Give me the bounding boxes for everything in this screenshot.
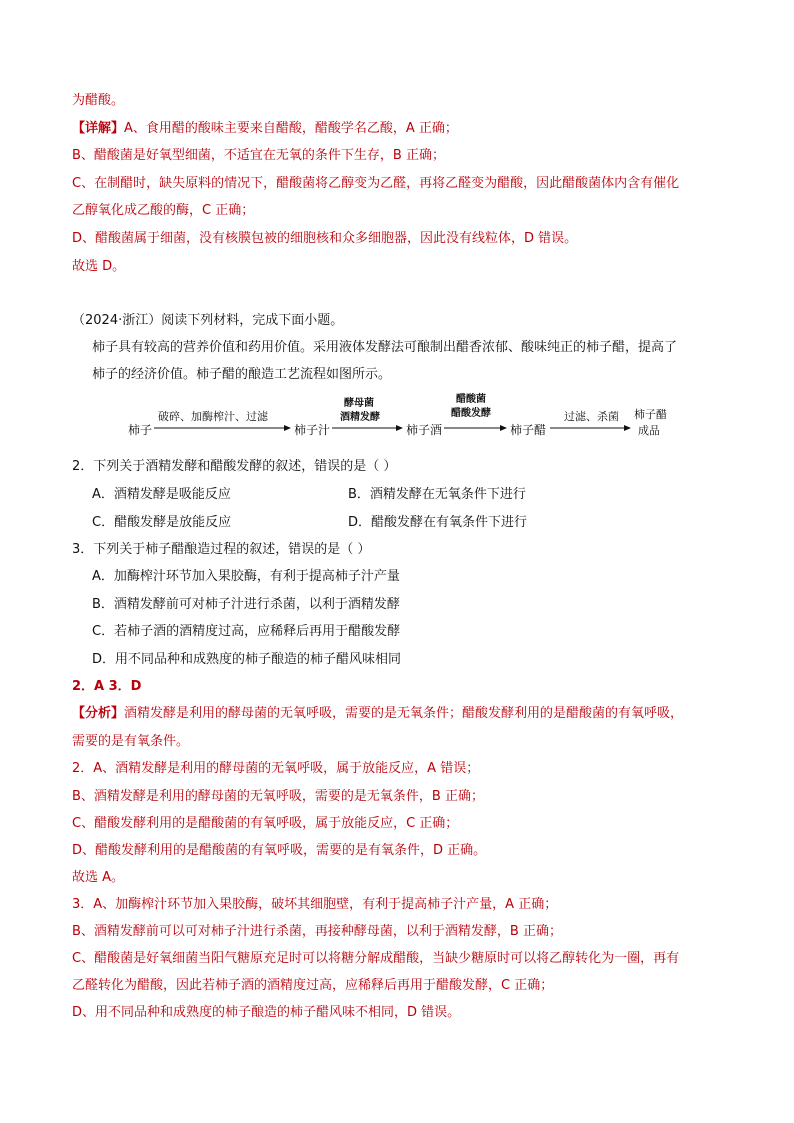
- q2-explanation-b: B、酒精发酵是利用的酵母菌的无氧呼吸，需要的是无氧条件，B 正确；: [72, 789, 484, 804]
- material-paragraph-line-2: 柿子的经济价值。柿子醋的酿造工艺流程如图所示。: [92, 367, 392, 382]
- flow-step-2-label-top: 酵母菌: [344, 398, 374, 409]
- flow-node-product-bottom: 成品: [638, 424, 660, 437]
- explanation-line-1-text: A、食用醋的酸味主要来自醋酸，醋酸学名乙酸，A 正确；: [124, 121, 458, 136]
- q2-explanation-a: 2．A、酒精发酵是利用的酵母菌的无氧呼吸，属于放能反应，A 错误；: [72, 761, 480, 776]
- question-3-option-c: C．若柿子酒的酒精度过高，应稀释后再用于醋酸发酵: [92, 624, 401, 639]
- explanation-line-2: B、醋酸菌是好氧型细菌，不适宜在无氧的条件下生存，B 正确；: [72, 148, 445, 163]
- question-2-option-d: D．醋酸发酵在有氧条件下进行: [348, 515, 528, 530]
- analysis-tag: 【分析】: [72, 706, 125, 721]
- material-intro: （2024·浙江）阅读下列材料，完成下面小题。: [72, 313, 344, 328]
- question-2-option-b: B．酒精发酵在无氧条件下进行: [348, 487, 526, 502]
- explanation-line-4: 乙醇氧化成乙酸的酶，C 正确；: [72, 203, 255, 218]
- question-3-option-a: A．加酶榨汁环节加入果胶酶，有利于提高柿子汁产量: [92, 569, 400, 584]
- material-paragraph-line-1: 柿子具有较高的营养价值和药用价值。采用液体发酵法可酿制出醋香浓郁、酸味纯正的柿子醋，提高了: [92, 340, 678, 355]
- question-2-option-c: C．醋酸发酵是放能反应: [92, 515, 232, 530]
- flow-node-vinegar: 柿子醋: [510, 423, 547, 437]
- question-2-option-a: A．酒精发酵是吸能反应: [92, 487, 231, 502]
- explanation-line-3: C、在制醋时，缺失原料的情况下，醋酸菌将乙醇变为乙醛，再将乙醛变为醋酸，因此醋酸菌体内含有催化: [72, 176, 680, 191]
- question-3-option-b: B．酒精发酵前可对柿子汁进行杀菌，以利于酒精发酵: [92, 597, 400, 612]
- explanation-line-0: 为醋酸。: [72, 93, 125, 108]
- explanation-line-1: [72, 120, 458, 138]
- q3-explanation-b: B、酒精发酵前可以可对柿子汁进行杀菌，再接种酵母菌，以利于酒精发酵，B 正确；: [72, 924, 562, 939]
- analysis-line-2: 需要的是有氧条件。: [72, 734, 190, 749]
- q2-explanation-d: D、醋酸发酵利用的是醋酸菌的有氧呼吸，需要的是有氧条件，D 正确。: [72, 843, 487, 858]
- flow-step-2-label-bottom: 酒精发酵: [340, 412, 380, 423]
- flow-step-1-label: 破碎、加酶榨汁、过滤: [158, 410, 268, 423]
- analysis-line-1: [72, 705, 683, 723]
- answers-line: 2．A 3．D: [72, 679, 142, 694]
- flow-node-product-top: 柿子醋: [634, 408, 667, 421]
- flow-step-3-label-top: 醋酸菌: [456, 394, 486, 405]
- q3-explanation-a: 3．A、加酶榨汁环节加入果胶酶，破坏其细胞壁，有利于提高柿子汁产量，A 正确；: [72, 897, 558, 912]
- analysis-line-1-text: 酒精发酵是利用的酵母菌的无氧呼吸，需要的是无氧条件；醋酸发酵利用的是醋酸菌的有氧呼吸，: [124, 706, 684, 721]
- flow-node-juice: 柿子汁: [294, 423, 331, 437]
- q2-conclusion: 故选 A。: [72, 870, 125, 885]
- q2-explanation-c: C、醋酸发酵利用的是醋酸菌的有氧呼吸，属于放能反应，C 正确；: [72, 816, 459, 831]
- detail-tag: 【详解】: [72, 121, 125, 136]
- q3-explanation-c-line-2: 乙醛转化为醋酸，因此若柿子酒的酒精度过高，应稀释后再用于醋酸发酵，C 正确；: [72, 978, 554, 993]
- flow-step-4-label: 过滤、杀菌: [564, 410, 619, 423]
- flow-step-3-label-bottom: 醋酸发酵: [451, 408, 491, 419]
- process-flow-diagram: [120, 392, 680, 442]
- flow-node-wine: 柿子酒: [406, 423, 443, 437]
- q3-explanation-c-line-1: C、醋酸菌是好氧细菌当阳气糖原充足时可以将糖分解成醋酸，当缺少糖原时可以将乙醇转化为一圈，再有: [72, 951, 680, 966]
- explanation-line-5: D、醋酸菌属于细菌，没有核膜包被的细胞核和众多细胞器，因此没有线粒体，D 错误。: [72, 231, 578, 246]
- q3-explanation-d: D、用不同品种和成熟度的柿子酿造的柿子醋风味不相同，D 错误。: [72, 1005, 461, 1020]
- flow-node-persimmon: 柿子: [128, 423, 153, 437]
- question-3-option-d: D．用不同品种和成熟度的柿子酿造的柿子醋风味相同: [92, 652, 402, 667]
- question-3-stem: 3．下列关于柿子醋酿造过程的叙述，错误的是（ ）: [72, 542, 371, 557]
- question-2-stem: 2．下列关于酒精发酵和醋酸发酵的叙述，错误的是（ ）: [72, 459, 397, 474]
- explanation-line-6: 故选 D。: [72, 259, 126, 274]
